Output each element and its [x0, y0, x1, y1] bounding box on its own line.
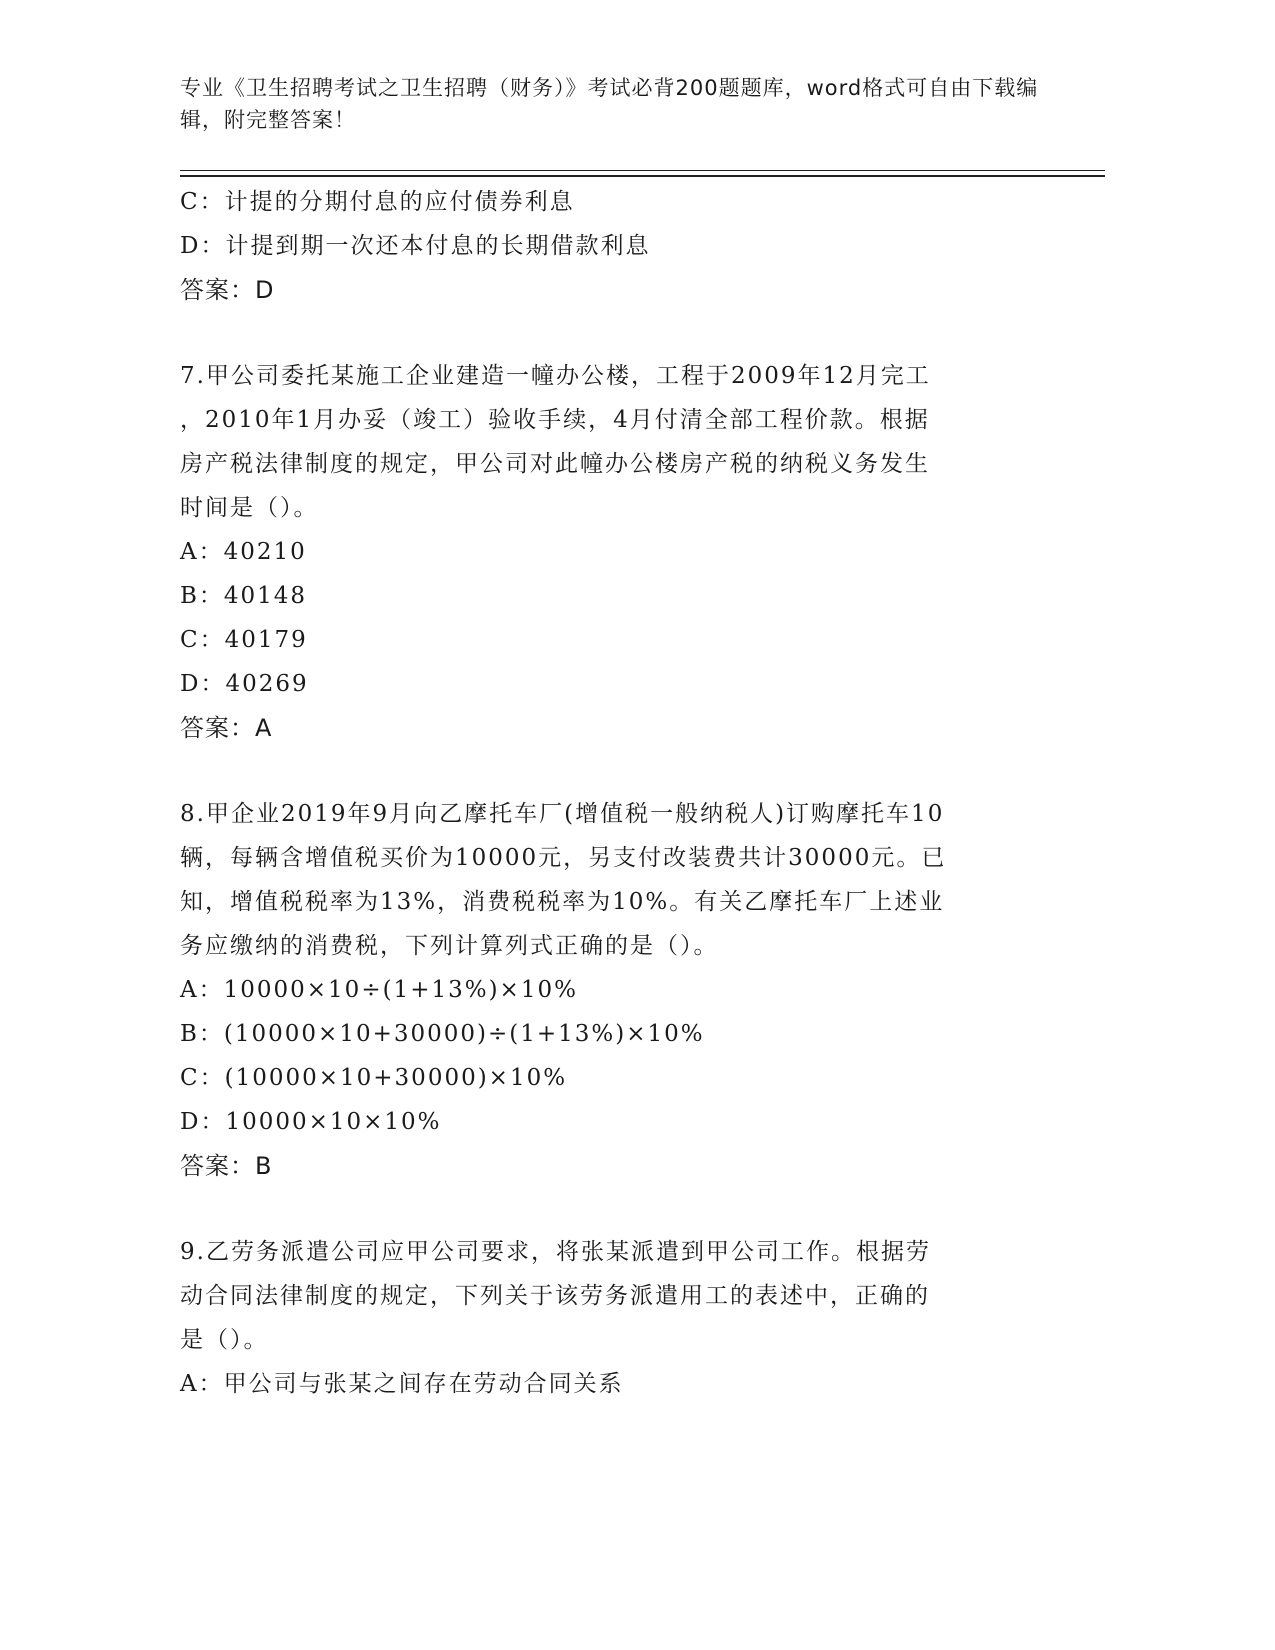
question-stem: [180, 1230, 1060, 1362]
document-body: [180, 180, 1060, 1406]
option-b: B：40148: [180, 583, 308, 609]
option-c: C：40179: [180, 627, 308, 653]
stem-line: 时间是（）。: [180, 495, 319, 521]
stem-line: 7.甲公司委托某施工企业建造一幢办公楼，工程于2009年12月完工: [180, 363, 931, 389]
stem-line: 是（）。: [180, 1327, 269, 1353]
option-c: C：计提的分期付息的应付债券利息: [180, 189, 575, 215]
option-d: D：10000×10×10%: [180, 1109, 442, 1135]
stem-line: ，2010年1月办妥（竣工）验收手续，4月付清全部工程价款。根据: [180, 407, 930, 433]
option-d: D：40269: [180, 671, 309, 697]
question-8: [180, 792, 1060, 1188]
question-9: [180, 1230, 1060, 1406]
stem-line: 辆，每辆含增值税买价为10000元，另支付改装费共计30000元。已: [180, 845, 947, 871]
option-a: A：甲公司与张某之间存在劳动合同关系: [180, 1371, 624, 1397]
stem-line: 房产税法律制度的规定，甲公司对此幢办公楼房产税的纳税义务发生: [180, 451, 930, 477]
stem-line: 动合同法律制度的规定，下列关于该劳务派遣用工的表述中，正确的: [180, 1283, 930, 1309]
stem-line: 8.甲企业2019年9月向乙摩托车厂(增值税一般纳税人)订购摩托车10: [180, 801, 945, 827]
option-c: C：(10000×10+30000)×10%: [180, 1065, 568, 1091]
answer-line: 答案：A: [180, 714, 273, 742]
option-d: D：计提到期一次还本付息的长期借款利息: [180, 233, 651, 259]
header-rule-bold: [180, 175, 1105, 177]
question-7: [180, 354, 1060, 750]
stem-line: 9.乙劳务派遣公司应甲公司要求，将张某派遣到甲公司工作。根据劳: [180, 1239, 931, 1265]
option-a: A：40210: [180, 539, 307, 565]
question-stem: [180, 792, 1060, 968]
stem-line: 知，增值税税率为13%，消费税税率为10%。有关乙摩托车厂上述业: [180, 889, 945, 915]
option-a: A：10000×10÷(1+13%)×10%: [180, 977, 578, 1003]
answer-line: 答案：D: [180, 276, 275, 304]
page-header: 专业《卫生招聘考试之卫生招聘（财务）》考试必背200题题库，word格式可自由下载编辑，附完整答案！: [180, 76, 1039, 132]
header-rule: [180, 170, 1105, 171]
answer-line: 答案：B: [180, 1152, 273, 1180]
question-stem: [180, 354, 1060, 530]
stem-line: 务应缴纳的消费税，下列计算列式正确的是（）。: [180, 933, 719, 959]
option-b: B：(10000×10+30000)÷(1+13%)×10%: [180, 1021, 705, 1047]
